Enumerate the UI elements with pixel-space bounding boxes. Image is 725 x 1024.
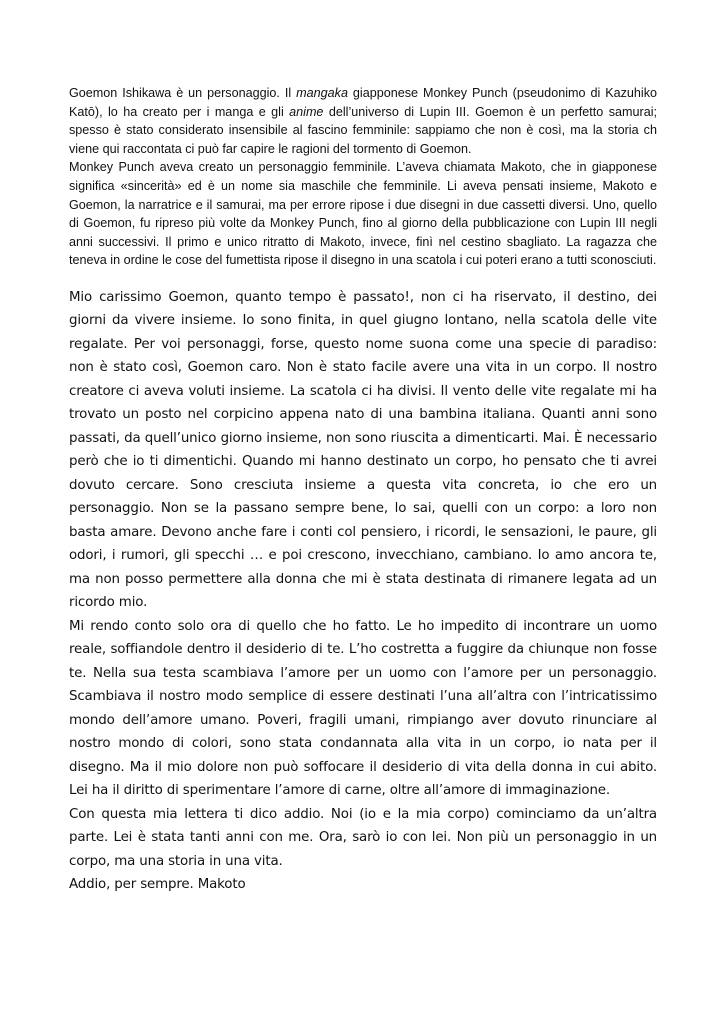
mangaka-term: mangaka: [296, 86, 348, 100]
letter-section: [69, 286, 657, 897]
letter-paragraph-3: Con questa mia lettera ti dico addio. Noi (io e la mia corpo) cominciamo da un’altra parte. Lei è stata tanti anni con me. Ora, sarò io con lei. Non più un personaggio in un corpo, ma una storia in una vita.: [69, 806, 657, 869]
letter-paragraph-1: Mio carissimo Goemon, quanto tempo è passato!, non ci ha riservato, il destino, dei giorni da vivere insieme. Io sono finita, in quel giugno lontano, nella scatola delle vite regalate. Per voi personaggi, forse, questo nome suona come una specie di paradiso: non è stato così, Goemon caro. Non è stato facile avere una vita in un corpo. Il nostro creatore ci aveva voluti insieme. La scatola ci ha divisi. Il vento delle vite regalate mi ha trovato un posto nel corpicino appena nato di una bambina italiana. Quanti anni sono passati, da quell’unico giorno insieme, non sono riuscita a dimenticarti. Mai. È necessario però che io ti dimentichi. Quando mi hanno destinato un corpo, ho pensato che ti avrei dovuto cercare. Sono cresciuta insieme a questa vita concreta, io che ero un personaggio. Non se la passano sempre bene, lo sai, quelli con un corpo: a loro non basta amare. Devono anche fare i conti col pensiero, i ricordi, le sensazioni, le paure, gli odori, i rumori, gli specchi … e poi crescono, invecchiano, cambiano. Io amo ancora te, ma non posso permettere alla donna che mi è stata destinata di rimanere legata ad un ricordo mio.: [69, 289, 657, 611]
intro-section: [69, 84, 657, 270]
letter-signoff: Addio, per sempre. Makoto: [69, 877, 246, 893]
intro-paragraph-2: Monkey Punch aveva creato un personaggio femminile. L’aveva chiamata Makoto, che in giapponese significa «sincerità» ed è un nome sia maschile che femminile. Li aveva pensati insieme, Makoto e Goemon, la narratrice e il samurai, ma per errore ripose i due disegni in due cassetti diversi. Uno, quello di Goemon, fu ripreso più volte da Monkey Punch, fino al giorno della pubblicazione con Lupin III negli anni successivi. Il primo e unico ritratto di Makoto, invece, finì nel cestino sbagliato. La ragazza che teneva in ordine le cose del fumettista ripose il disegno in una scatola i cui poteri erano a tutti sconosciuti.: [69, 160, 657, 268]
intro-paragraph-1: Goemon Ishikawa è un personaggio. Il mangaka giapponese Monkey Punch (pseudonimo di Kazuhiko Katō), lo ha creato per i manga e gli anime dell’universo di Lupin III. Goemon è un perfetto samurai; spesso è stato considerato insensibile al fascino femminile: sappiamo che non è così, ma la storia ch viene qui raccontata ci può far capire le ragioni del tormento di Goemon.: [69, 86, 657, 156]
anime-term: anime: [289, 104, 324, 119]
letter-paragraph-2: Mi rendo conto solo ora di quello che ho fatto. Le ho impedito di incontrare un uomo reale, soffiandole dentro il desiderio di te. L’ho costretta a fuggire da chiunque non fosse te. Nella sua testa scambiava l’amore per un uomo con l’amore per un personaggio. Scambiava il nostro modo semplice di essere destinati l’una all’altra con l’intricatissimo mondo dell’amore umano. Poveri, fragili umani, rimpiango aver dovuto rinunciare al nostro mondo di colori, sono stata condannata alla vita in un corpo, io nata per il disegno. Ma il mio dolore non può soffocare il desiderio di vita della donna in cui abito. Lei ha il diritto di sperimentare l’amore di carne, oltre all’amore di immaginazione.: [69, 618, 657, 799]
